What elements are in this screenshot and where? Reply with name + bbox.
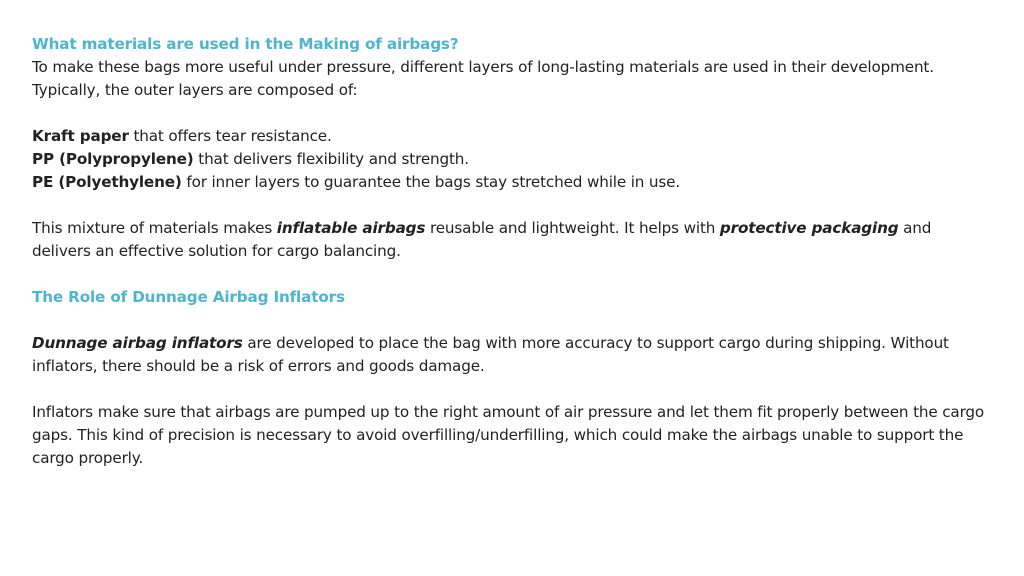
material-name: Kraft paper [32,127,129,145]
mixture-emphasis-1: inflatable airbags [276,219,426,237]
spacer [32,378,992,401]
mixture-text-2: reusable and lightweight. It helps with [425,219,720,237]
material-item-kraft [32,125,992,148]
mixture-text-1: This mixture of materials makes [32,219,277,237]
inflators-paragraph-2: Inflators make sure that airbags are pumped up to the right amount of air pressure and let them fit properly between the cargo gaps. This kind of precision is necessary to avoid overfilling/underfilling, which could make the airbags unable to support the cargo properly. [32,403,985,467]
spacer [32,194,992,217]
material-name: PP (Polypropylene) [32,150,194,168]
inflators-text: are developed to place the bag with more accuracy to support cargo during shipping. Without inflators, there should be a risk of errors and goods damage. [32,334,949,375]
material-desc: that offers tear resistance. [128,127,332,145]
material-item-pp [32,148,992,171]
spacer [32,309,992,332]
inflators-paragraph-1 [32,332,992,378]
inflators-heading: The Role of Dunnage Airbag Inflators [32,288,345,306]
material-desc: that delivers flexibility and strength. [193,150,469,168]
inflators-emphasis: Dunnage airbag inflators [32,334,243,352]
spacer [32,263,992,286]
mixture-text-3: and delivers an effective solution for cargo balancing. [32,219,932,260]
material-item-pe [32,171,992,194]
mixture-paragraph [32,217,992,263]
mixture-emphasis-2: protective packaging [719,219,899,237]
spacer [32,102,992,125]
material-desc: for inner layers to guarantee the bags stay stretched while in use. [181,173,681,191]
slide-content [32,33,992,470]
material-name: PE (Polyethylene) [32,173,182,191]
materials-intro: To make these bags more useful under pressure, different layers of long-lasting materials are used in their development. Typically, the outer layers are composed of: [32,58,934,99]
materials-heading: What materials are used in the Making of airbags? [32,35,459,53]
